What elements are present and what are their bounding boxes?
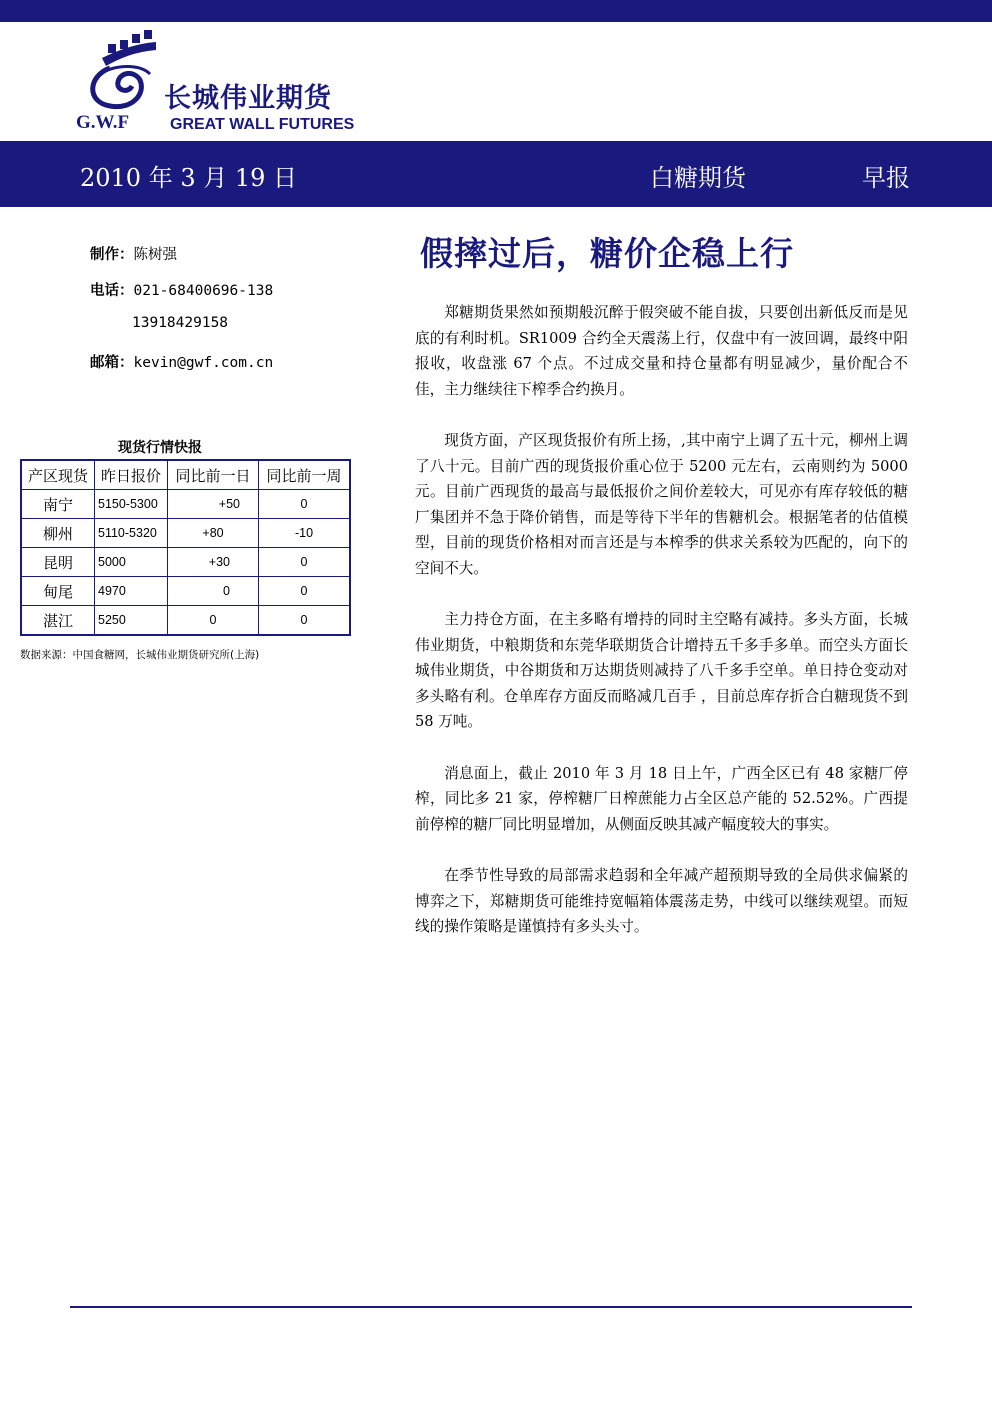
article-headline: 假摔过后，糖价企稳上行: [420, 234, 794, 273]
article-paragraph: 郑糖期货果然如预期般沉醉于假突破不能自拔，只要创出新低反而是见底的有利时机。SR1009 合约全天震荡上行，仅盘中有一波回调，最终中阳报收，收盘涨 67 个点。不过成交量和持仓量都有明显减少，量价配合不佳，主力继续往下榨季合约换月。: [415, 304, 908, 398]
table-row: [21, 519, 350, 548]
column-header: 产区现货: [21, 460, 95, 490]
column-header: 昨日报价: [95, 460, 168, 490]
price-cell: 4970: [95, 577, 168, 606]
week-change-cell: 0: [259, 548, 351, 577]
table-row: [21, 606, 350, 636]
day-change-cell: 0: [168, 606, 259, 636]
logo-name-cn: 长城伟业期货: [164, 83, 332, 114]
data-source-note: 数据来源：中国食糖网，长城伟业期货研究所(上海): [20, 649, 260, 661]
article-paragraph: 主力持仓方面，在主多略有增持的同时主空略有减持。多头方面，长城伟业期货，中粮期货和东莞华联期货合计增持五千多手多单。而空头方面长城伟业期货，中谷期货和万达期货则减持了八千多手空单。单日持仓变动对多头略有利。仓单库存方面反而略减几百手 ，目前总库存折合白糖现货不到 58 万吨。: [415, 611, 908, 730]
header-band: [0, 141, 992, 207]
column-header: 同比前一日: [168, 460, 259, 490]
spot-table-title: 现货行情快报: [118, 440, 202, 456]
report-date: 2010 年 3 月 19 日: [80, 164, 298, 192]
email-address: kevin@gwf.com.cn: [133, 355, 274, 371]
phone-number-2: 13918429158: [132, 315, 229, 331]
region-cell: 湛江: [21, 606, 95, 636]
day-change-cell: +30: [168, 548, 259, 577]
maker-line: [90, 243, 177, 264]
logo-abbr: G.W.F: [76, 112, 130, 133]
day-change-cell: 0: [168, 577, 259, 606]
price-cell: 5250: [95, 606, 168, 636]
phone-line: [90, 279, 273, 300]
report-type: 早报: [862, 164, 910, 192]
table-row: [21, 490, 350, 519]
logo-name-en: GREAT WALL FUTURES: [170, 116, 355, 133]
region-cell: 甸尾: [21, 577, 95, 606]
price-cell: 5000: [95, 548, 168, 577]
top-color-bar: [0, 0, 992, 22]
week-change-cell: 0: [259, 606, 351, 636]
footer-divider: [70, 1306, 912, 1308]
week-change-cell: 0: [259, 577, 351, 606]
article-paragraph: 消息面上，截止 2010 年 3 月 18 日上午，广西全区已有 48 家糖厂停榨，同比多 21 家，停榨糖厂日榨蔗能力占全区总产能的 52.52%。广西提前停榨的糖厂同比明显增加，从侧面反映其减产幅度较大的事实。: [415, 764, 908, 833]
table-row: [21, 577, 350, 606]
week-change-cell: 0: [259, 490, 351, 519]
region-cell: 柳州: [21, 519, 95, 548]
report-category: 白糖期货: [650, 164, 746, 192]
day-change-cell: +80: [168, 519, 259, 548]
phone-label: 电话：: [90, 283, 134, 299]
table-header-row: [21, 460, 350, 490]
week-change-cell: -10: [259, 519, 351, 548]
region-cell: 昆明: [21, 548, 95, 577]
email-label: 邮箱：: [90, 355, 134, 371]
column-header: 同比前一周: [259, 460, 351, 490]
article-paragraph: 在季节性导致的局部需求趋弱和全年减产超预期导致的全局供求偏紧的博弈之下，郑糖期货可能维持宽幅箱体震荡走势，中线可以继续观望。而短线的操作策略是谨慎持有多头头寸。: [415, 867, 908, 935]
maker-label: 制作：: [90, 247, 134, 263]
phone-number-1: 021-68400696-138: [133, 283, 274, 299]
article-paragraph: 现货方面，产区现货报价有所上扬，,其中南宁上调了五十元，柳州上调了八十元。目前广西的现货报价重心位于 5200 元左右，云南则约为 5000 元。目前广西现货的最高与最低报价之间价差较大，可见亦有库存较低的糖厂集团并不急于降价销售，而是等待下半年的售糖机会。根据笔者的估值模型，目前的现货价格相对而言还是与本榨季的供求关系较为匹配的，向下的空间不大。: [415, 432, 908, 577]
price-cell: 5110-5320: [95, 519, 168, 548]
article-body: [415, 300, 908, 966]
table-row: [21, 548, 350, 577]
spot-price-table: [20, 459, 351, 636]
day-change-cell: +50: [168, 490, 259, 519]
phone-line-2: [132, 315, 228, 331]
maker-name: 陈树强: [133, 247, 177, 263]
email-line: [90, 351, 273, 372]
great-wall-logo-icon: [80, 28, 170, 113]
region-cell: 南宁: [21, 490, 95, 519]
company-logo: [72, 28, 372, 138]
price-cell: 5150-5300: [95, 490, 168, 519]
